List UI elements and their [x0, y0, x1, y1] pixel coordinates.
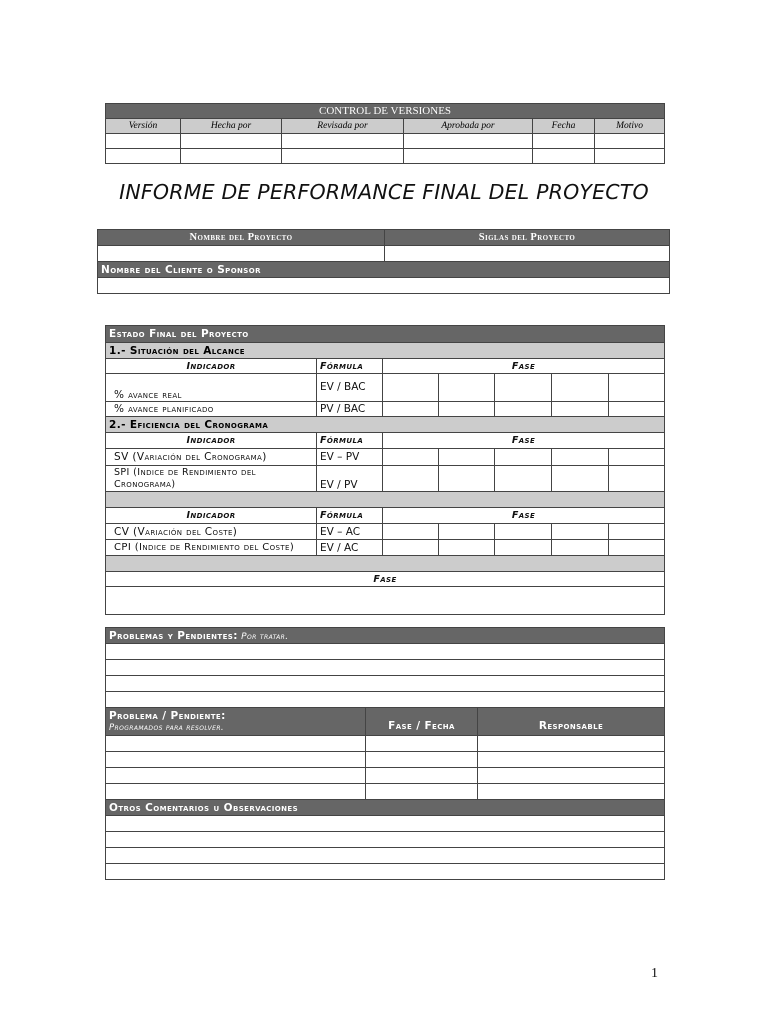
indicator-header: Indicador [106, 433, 317, 449]
page-number: 1 [651, 966, 658, 981]
version-control-title: CONTROL DE VERSIONES [106, 104, 665, 119]
schedule-row-sv [106, 449, 665, 466]
report-title: INFORME DE PERFORMANCE FINAL DEL PROYECTO [119, 180, 649, 204]
scheduled-title: Problema / Pendiente: [109, 709, 226, 722]
indicator-cell: CPI (Indice de Rendimiento del Coste) [106, 540, 317, 556]
formula-cell: EV – AC [317, 524, 383, 540]
col-reason: Motivo [595, 119, 665, 134]
formula-cell: PV / BAC [317, 402, 383, 417]
formula-cell: EV – PV [317, 449, 383, 466]
comment-row [106, 864, 665, 880]
project-name-row [98, 246, 670, 262]
scheduled-issue-row [106, 736, 665, 752]
scope-row-planned [106, 402, 665, 417]
client-label: Nombre del Cliente o Sponsor [98, 262, 670, 278]
issue-row [106, 660, 665, 676]
indicator-cell: SV (Variación del Cronograma) [106, 449, 317, 466]
scope-section-title: 1.- Situación del Alcance [106, 343, 665, 359]
comment-row [106, 832, 665, 848]
phase-date-header: Fase / Fecha [366, 708, 478, 736]
scheduled-issue-row [106, 784, 665, 800]
version-control-table [105, 103, 665, 164]
section-separator [106, 492, 665, 508]
scope-row-actual [106, 374, 665, 402]
indicator-header: Indicador [106, 359, 317, 374]
formula-header: Fórmula [317, 508, 383, 524]
issue-row [106, 644, 665, 660]
section-separator [106, 556, 665, 572]
version-row [106, 134, 665, 149]
formula-header: Fórmula [317, 433, 383, 449]
formula-header: Fórmula [317, 359, 383, 374]
formula-cell: EV / PV [317, 466, 383, 492]
version-control-columns [106, 119, 665, 134]
col-made-by: Hecha por [181, 119, 282, 134]
indicator-cell: SPI (Indice de Rendimiento del Cronograma) [106, 466, 317, 492]
final-status-table [105, 325, 665, 615]
issues-title: Problemas y Pendientes: [109, 629, 238, 642]
formula-cell: EV / BAC [317, 374, 383, 402]
project-acronym-label: Siglas del Proyecto [385, 230, 670, 246]
phase-notes-row [106, 587, 665, 615]
project-name-label: Nombre del Proyecto [98, 230, 385, 246]
client-row [98, 278, 670, 294]
indicator-cell: % avance real [106, 374, 317, 402]
comments-title: Otros Comentarios u Observaciones [106, 800, 665, 816]
indicator-cell: CV (Variación del Coste) [106, 524, 317, 540]
project-info-table [97, 229, 670, 294]
phase-header: Fase [383, 359, 665, 374]
version-control-header-row [106, 104, 665, 119]
col-date: Fecha [533, 119, 595, 134]
col-reviewed-by: Revisada por [282, 119, 404, 134]
issues-table [105, 627, 665, 880]
issue-row [106, 692, 665, 708]
version-row [106, 149, 665, 164]
owner-header: Responsable [478, 708, 665, 736]
schedule-section-title: 2.- Eficiencia del Cronograma [106, 417, 665, 433]
schedule-row-spi [106, 466, 665, 492]
comment-row [106, 816, 665, 832]
client-value[interactable] [98, 278, 670, 294]
cost-row-cpi [106, 540, 665, 556]
project-acronym-value[interactable] [385, 246, 670, 262]
phase-header: Fase [106, 572, 665, 587]
scheduled-issue-row [106, 752, 665, 768]
final-status-title: Estado Final del Proyecto [106, 326, 665, 343]
issues-subtitle: Por tratar. [241, 631, 289, 642]
issue-row [106, 676, 665, 692]
phase-header: Fase [383, 508, 665, 524]
indicator-header: Indicador [106, 508, 317, 524]
col-version: Versión [106, 119, 181, 134]
comment-row [106, 848, 665, 864]
col-approved-by: Aprobada por [404, 119, 533, 134]
indicator-cell: % avance planificado [106, 402, 317, 417]
project-name-value[interactable] [98, 246, 385, 262]
phase-header: Fase [383, 433, 665, 449]
formula-cell: EV / AC [317, 540, 383, 556]
scheduled-issue-row [106, 768, 665, 784]
cost-row-cv [106, 524, 665, 540]
scheduled-subtitle: Programados para resolver. [109, 722, 225, 733]
